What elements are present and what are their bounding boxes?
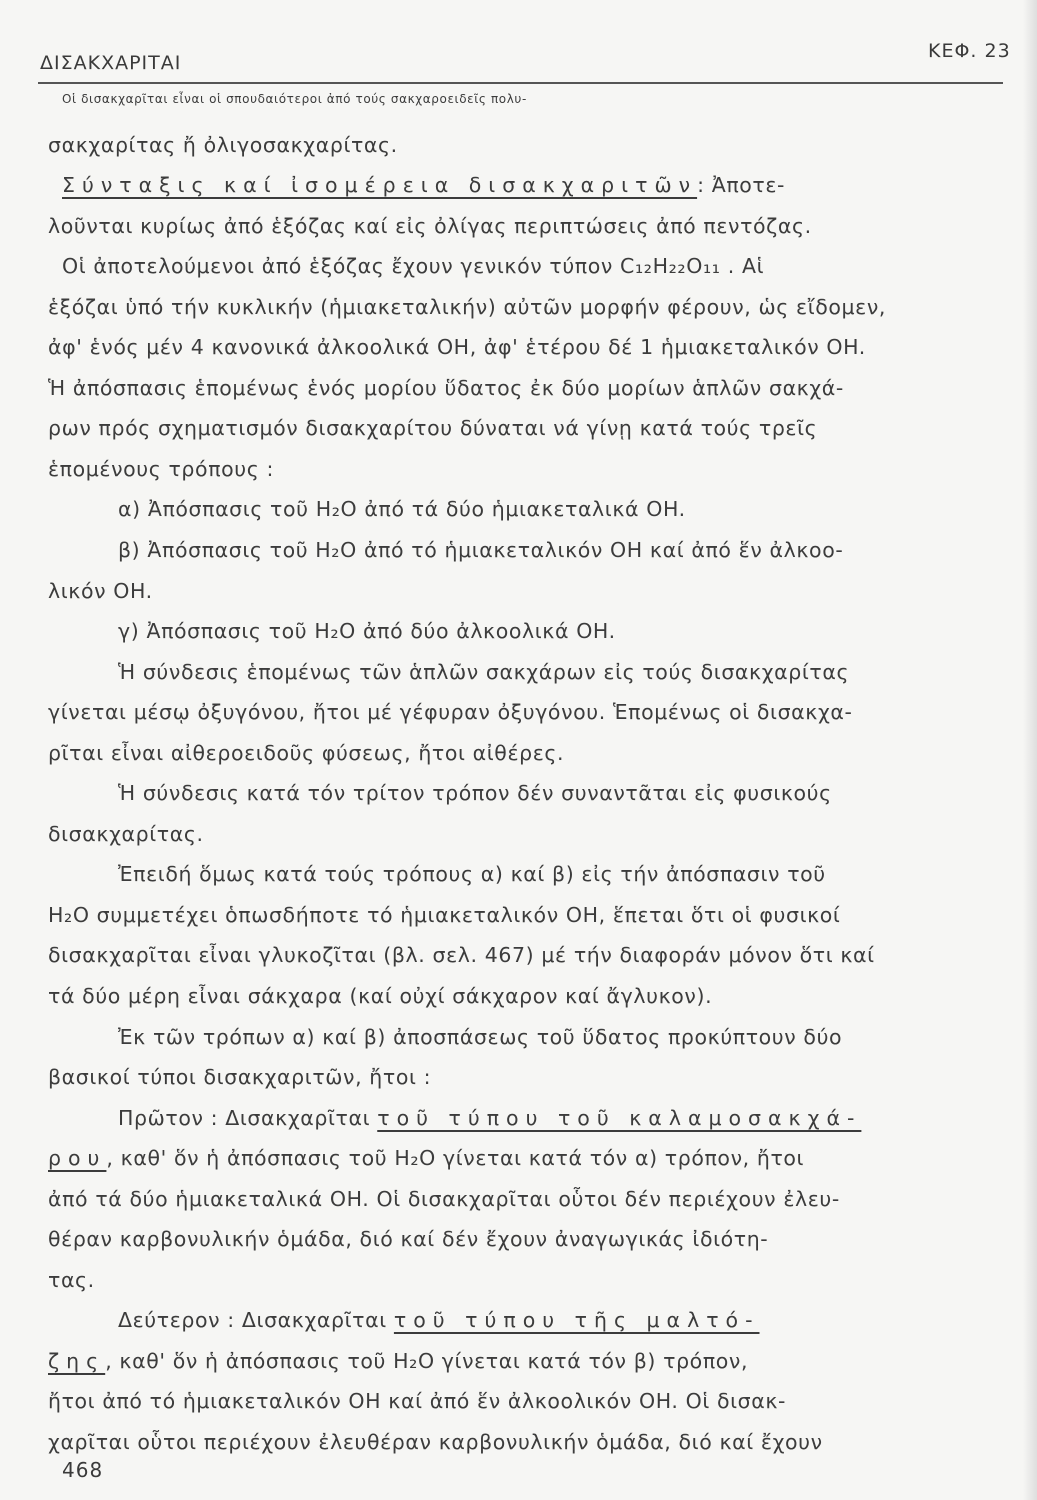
text-line: δισακχαρῖται εἶναι γλυκοζῖται (βλ. σελ. 467) μέ τήν διαφοράν μόνον ὅτι καί [48, 943, 875, 968]
text-line: Ἡ ἀπόσπασις ἑπομένως ἑνός μορίου ὕδατος ἐκ δύο μορίων ἁπλῶν σακχά- [48, 375, 844, 400]
text-line: ἀπό τά δύο ἡμιακεταλικά OH. Οἱ δισακχαρῖται οὗτοι δέν περιέχουν ἐλευ- [48, 1186, 840, 1211]
text-line: β) Ἀπόσπασις τοῦ H₂O ἀπό τό ἡμιακεταλικόν OH καί ἀπό ἕν ἀλκοο- [118, 538, 844, 562]
text-line: Ἡ σύνδεσις κατά τόν τρίτον τρόπον δέν συναντᾶται εἰς φυσικούς [118, 781, 832, 806]
underlined-term: ζης [48, 1348, 106, 1373]
text-line: Οἱ δισακχαρῖται εἶναι οἱ σπουδαιότεροι ἀπό τούς σακχαροειδεῖς πολυ- [62, 92, 527, 106]
text-line: Ἐπειδή ὅμως κατά τούς τρόπους α) καί β) εἰς τήν ἀπόσπασιν τοῦ [118, 862, 826, 887]
text-line: ἤτοι ἀπό τό ἡμιακεταλικόν OH καί ἀπό ἕν ἀλκοολικόν OH. Οἱ δισακ- [48, 1389, 787, 1414]
page-number: 468 [62, 1458, 104, 1482]
text-line: Οἱ ἀποτελούμενοι ἀπό ἑξόζας ἔχουν γενικόν τύπον C₁₂H₂₂O₁₁ . Αἱ [62, 254, 765, 279]
text-line: ρου, καθ' ὅν ἡ ἀπόσπασις τοῦ H₂O γίνεται κατά τόν α) τρόπον, ἤτοι [48, 1146, 805, 1171]
text-line: τά δύο μέρη εἶναι σάκχαρα (καί οὐχί σάκχαρον καί ἄγλυκον). [48, 984, 713, 1008]
page-edge-shadow [1023, 0, 1037, 1500]
underlined-term: ρου [48, 1146, 107, 1171]
text-line: δισακχαρίτας. [48, 821, 204, 846]
header-rule [38, 82, 1003, 84]
text-line: α) Ἀπόσπασις τοῦ H₂O ἀπό τά δύο ἡμιακεταλικά OH. [118, 497, 686, 522]
text-line: χαρῖται οὗτοι περιέχουν ἐλευθέραν καρβονυλικήν ὁμάδα, διό καί ἔχουν [48, 1430, 823, 1454]
text-line: ζης, καθ' ὅν ἡ ἀπόσπασις τοῦ H₂O γίνεται κατά τόν β) τρόπον, [48, 1348, 749, 1373]
text-line: λοῦνται κυρίως ἀπό ἑξόζας καί εἰς ὀλίγας περιπτώσεις ἀπό πεντόζας. [48, 213, 812, 238]
underlined-term: τοῦ τύπου τῆς μαλτό- [393, 1308, 760, 1333]
text-line: ρων πρός σχηματισμόν δισακχαρίτου δύναται νά γίνῃ κατά τούς τρεῖς [48, 416, 818, 441]
text-line: σακχαρίτας ἤ ὀλιγοσακχαρίτας. [48, 132, 398, 157]
underlined-term: τοῦ τύπου τοῦ καλαμοσακχά- [377, 1105, 862, 1130]
chapter-number: ΚΕΦ. 23 [928, 40, 1011, 62]
text-line: λικόν OH. [48, 578, 153, 603]
text-line: H₂O συμμετέχει ὁπωσδήποτε τό ἡμιακεταλικόν OH, ἕπεται ὅτι οἱ φυσικοί [48, 902, 841, 927]
text-line: γ) Ἀπόσπασις τοῦ H₂O ἀπό δύο ἀλκοολικά OH. [118, 619, 616, 644]
text-line: γίνεται μέσῳ ὀξυγόνου, ἤτοι μέ γέφυραν ὀξυγόνου. Ἑπομένως οἱ δισακχα- [48, 700, 853, 725]
text-line: ἑπομένους τρόπους : [48, 456, 274, 481]
text-line: τας. [48, 1267, 95, 1292]
text-line: ἑξόζαι ὑπό τήν κυκλικήν (ἡμιακεταλικήν) αὐτῶν μορφήν φέρουν, ὡς εἴδομεν, [48, 294, 887, 319]
text-line: ἀφ' ἑνός μέν 4 κανονικά ἀλκοολικά OH, ἀφ' ἑτέρου δέ 1 ἡμιακεταλικόν OH. [48, 335, 866, 360]
text-line: βασικοί τύποι δισακχαριτῶν, ἤτοι : [48, 1065, 432, 1090]
text-line: Ἐκ τῶν τρόπων α) καί β) ἀποσπάσεως τοῦ ὕδατος προκύπτουν δύο [118, 1024, 843, 1049]
text-line: Σύνταξις καί ἰσομέρεια δισακχαριτῶν: Ἀποτε- [62, 173, 786, 198]
text-line: Ἡ σύνδεσις ἑπομένως τῶν ἁπλῶν σακχάρων εἰς τούς δισακχαρίτας [118, 659, 850, 684]
text-line: θέραν καρβονυλικήν ὁμάδα, διό καί δέν ἔχουν ἀναγωγικάς ἰδιότη- [48, 1227, 769, 1252]
underlined-heading: Σύνταξις καί ἰσομέρεια δισακχαριτῶν [62, 173, 698, 198]
text-line: Δεύτερον : Δισακχαρῖται τοῦ τύπου τῆς μαλτό- [118, 1308, 760, 1333]
text-line: ρῖται εἶναι αἰθεροειδοῦς φύσεως, ἤτοι αἰθέρες. [48, 740, 565, 765]
chapter-title: ΔΙΣΑΚΧΑΡΙΤΑΙ [40, 52, 182, 74]
text-line: Πρῶτον : Δισακχαρῖται τοῦ τύπου τοῦ καλαμοσακχά- [118, 1105, 862, 1130]
